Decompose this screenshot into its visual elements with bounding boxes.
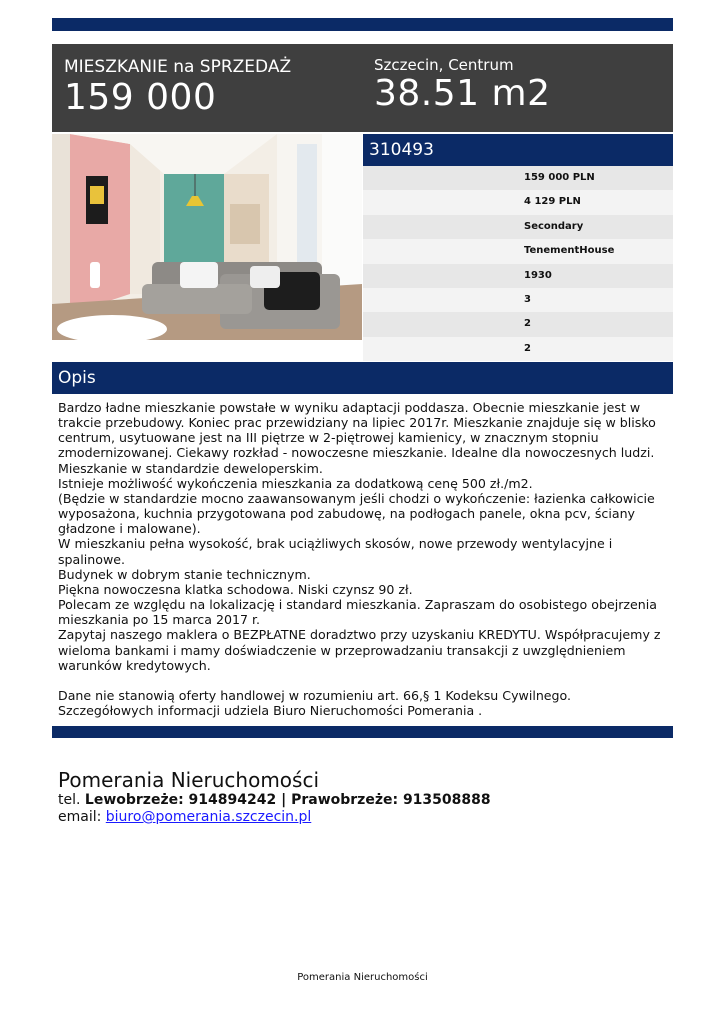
detail-row: 3: [363, 288, 673, 312]
listing-header: [52, 44, 673, 132]
page-footer: Pomerania Nieruchomości: [297, 972, 428, 983]
apartment-photo: [52, 134, 362, 340]
phone-label: tel.: [58, 792, 81, 808]
detail-row: 4 129 PLN: [363, 190, 673, 214]
details-panel: [363, 134, 673, 361]
location: Szczecin, Centrum: [374, 56, 514, 74]
detail-row: Secondary: [363, 215, 673, 239]
price-headline: 159 000: [64, 77, 217, 118]
top-accent-bar: [52, 18, 673, 31]
description-text: Bardzo ładne mieszkanie powstałe w wyniku adaptacji poddasza. Obecnie mieszkanie jest w trakcie przebudowy. Koniec prac przewidziany na lipiec 2017r. Mieszkanie znajduje się w blisko centrum, usytuowane jest na III piętrze w 2-piętrowej kamienicy, w znacznym stopniu zmodernizowanej. Ciekawy rozkład - nowoczesne mieszkanie. Idealne dla nowoczesnych ludzi. Mieszkanie w standardzie deweloperskim. Istnieje możliwość wykończenia mieszkania za dodatkową cenę 500 zł./m2. (Będzie w standardzie mocno zaawansowanym jeśli chodzi o wykończenie: łazienka całkowicie wyposażona, kuchnia przygotowana pod zabudowę, na podłogach panele, okna pcv, ściany gładzone i malowane). W mieszkaniu pełna wysokość, brak uciążliwych skosów, nowe przewody wentylacyjne i spalinowe. Budynek w dobrym stanie technicznym. Piękna nowoczesna klatka schodowa. Niski czynsz 90 zł. Polecam ze względu na lokalizację i standard mieszkania. Zapraszam do osobistego obejrzenia mieszkania po 15 marca 2017 r. Zapytaj naszego maklera o BEZPŁATNE doradztwo przy uzyskaniu KREDYTU. Współpracujemy z wieloma bankami i mamy doświadczenie w przeprowadzaniu transakcji z uwzględnieniem warunków kredytowych. Dane nie stanowią oferty handlowej w rozumieniu art. 66,§ 1 Kodeksu Cywilnego. Szczegółowych informacji udziela Biuro Nieruchomości Pomerania .: [58, 400, 661, 719]
phone-numbers: Lewobrzeże: 914894242 | Prawobrzeże: 913508888: [84, 792, 491, 808]
description-heading: Opis: [52, 362, 673, 394]
area-headline: 38.51 m2: [374, 73, 551, 114]
email-label: email:: [58, 809, 102, 825]
email-line: [58, 809, 311, 825]
phone-line: [58, 792, 491, 808]
detail-row: TenementHouse: [363, 239, 673, 263]
section-divider-bar: [52, 726, 673, 738]
company-name: Pomerania Nieruchomości: [58, 768, 320, 792]
detail-row: 2: [363, 312, 673, 336]
email-link[interactable]: biuro@pomerania.szczecin.pl: [105, 809, 312, 825]
offer-type: MIESZKANIE na SPRZEDAŻ: [64, 57, 292, 77]
detail-row: 2: [363, 337, 673, 361]
listing-id: 310493: [363, 134, 673, 166]
detail-row: 159 000 PLN: [363, 166, 673, 190]
detail-row: 1930: [363, 264, 673, 288]
